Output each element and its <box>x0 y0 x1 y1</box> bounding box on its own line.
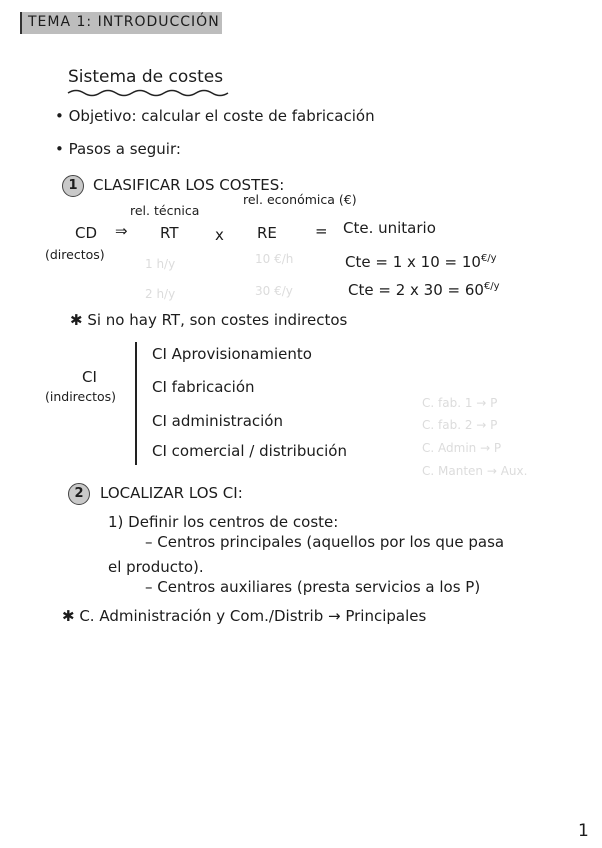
note-principales: ✱ C. Administración y Com./Distrib → Principales <box>62 607 427 625</box>
step-2-line-a2: el producto). <box>108 558 204 576</box>
calc-line-2: Cte = 2 x $30 = 60^{€/y}$ <box>348 281 500 299</box>
calc-line-1: Cte = 1 x $10 = 10^{€/y}$ <box>345 253 497 271</box>
ci-item-comercial: CI comercial / distribución <box>152 442 347 460</box>
step-1-badge: 1 <box>62 175 84 197</box>
formula-arrow: ⇒ <box>115 222 128 240</box>
step-2-sub1: 1) Definir los centros de coste: <box>108 513 339 531</box>
heading-underline <box>66 88 231 98</box>
step-2-badge: 2 <box>68 483 90 505</box>
step-2-title: LOCALIZAR LOS CI: <box>100 484 243 502</box>
formula-directos: (directos) <box>45 247 105 262</box>
step-1-title: CLASIFICAR LOS COSTES: <box>93 176 285 194</box>
brace-line <box>135 342 137 465</box>
faint-side-2: C. fab. 2 → P <box>422 418 498 432</box>
formula-result: Cte. unitario <box>343 219 436 237</box>
ci-item-aprovisionamiento: CI Aprovisionamiento <box>152 345 312 363</box>
label-rel-tecnica: rel. técnica <box>130 203 200 218</box>
ci-item-fabricacion: CI fabricación <box>152 378 255 396</box>
faint-side-1: C. fab. 1 → P <box>422 396 498 410</box>
topic-title: TEMA 1: INTRODUCCIÓN <box>28 14 220 30</box>
step-2-line-b: – Centros auxiliares (presta servicios a los P) <box>145 578 481 596</box>
label-rel-economica: rel. económica (€) <box>243 192 357 207</box>
faint-value-3: 2 h/y <box>145 287 176 301</box>
bullet-objective: • Objetivo: calcular el coste de fabricación <box>55 107 375 125</box>
faint-value-1: 1 h/y <box>145 257 176 271</box>
label-indirectos: (indirectos) <box>45 389 117 404</box>
formula-cd: CD <box>75 224 98 242</box>
step-2-line-a: – Centros principales (aquellos por los que pasa <box>145 533 505 551</box>
ci-item-administracion: CI administración <box>152 412 283 430</box>
label-ci: CI <box>82 368 97 386</box>
faint-side-3: C. Admin → P <box>422 441 502 455</box>
faint-value-4: 30 €/y <box>255 284 293 298</box>
section-heading: Sistema de costes <box>68 67 224 87</box>
formula-rt: RT <box>160 224 179 242</box>
faint-value-2: 10 €/h <box>255 252 294 266</box>
bullet-steps: • Pasos a seguir: <box>55 140 181 158</box>
formula-times: x <box>215 226 224 244</box>
formula-re: RE <box>257 224 277 242</box>
faint-side-4: C. Manten → Aux. <box>422 464 528 478</box>
page-number: 1 <box>578 821 589 841</box>
formula-equals: = <box>315 222 328 240</box>
topic-header <box>20 12 222 34</box>
note-indirect: ✱ Si no hay RT, son costes indirectos <box>70 311 348 329</box>
